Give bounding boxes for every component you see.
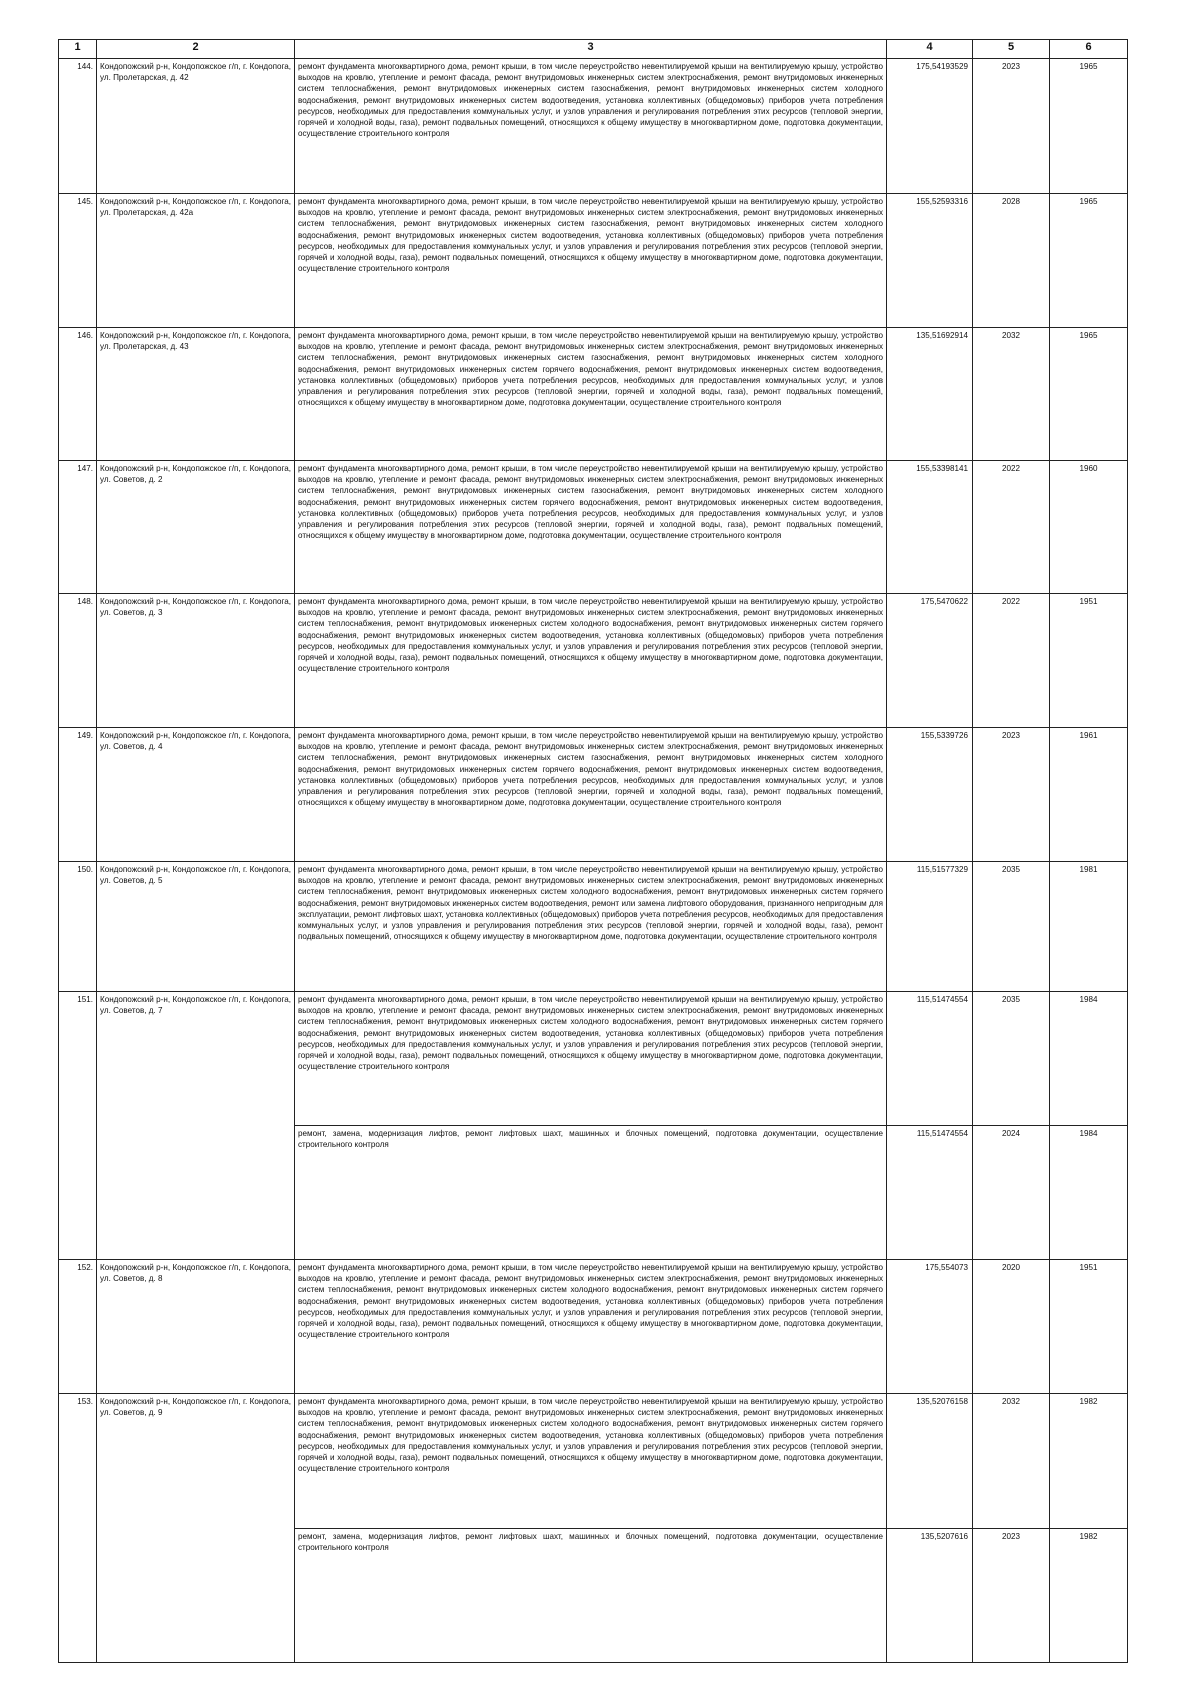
row-works: ремонт, замена, модернизация лифтов, ремонт лифтовых шахт, машинных и блочных помещений, подготовка документации, осуществление строительного контроля [295, 1126, 887, 1260]
row-address: Кондопожский р-н, Кондопожское г/п, г. Кондопога, ул. Пролетарская, д. 42а [97, 194, 295, 328]
row-value: 115,51474554 [887, 1126, 973, 1260]
row-number: 149. [59, 728, 97, 862]
row-works: ремонт фундамента многоквартирного дома, ремонт крыши, в том числе переустройство невентилируемой крыши на вентилируемую крышу, устройство выходов на кровлю, утепление и ремонт фасада, ремонт внутридомовых инженерных систем электроснабжения, ремонт внутридомовых инженерных систем теплоснабжения, ремонт внутридомовых инженерных систем газоснабжения, ремонт внутридомовых инженерных систем холодного водоснабжения, ремонт внутридомовых инженерных систем горячего водоснабжения, ремонт внутридомовых инженерных систем водоотведения, установка коллективных (общедомовых) приборов учета потребления ресурсов, необходимых для предоставления коммунальных услуг, и узлов управления и регулирования потребления этих ресурсов (тепловой энергии, горячей и холодной воды, газа), ремонт подвальных помещений, относящихся к общему имуществу в многоквартирном доме, подготовка документации, осуществление строительного контроля [295, 728, 887, 862]
row-value: 135,51692914 [887, 328, 973, 461]
row-number: 147. [59, 461, 97, 594]
row-address: Кондопожский р-н, Кондопожское г/п, г. Кондопога, ул. Советов, д. 9 [97, 1394, 295, 1663]
row-year: 2022 [973, 461, 1050, 594]
row-built-year: 1981 [1050, 862, 1128, 992]
row-address: Кондопожский р-н, Кондопожское г/п, г. Кондопога, ул. Советов, д. 5 [97, 862, 295, 992]
row-address: Кондопожский р-н, Кондопожское г/п, г. Кондопога, ул. Пролетарская, д. 43 [97, 328, 295, 461]
row-built-year: 1982 [1050, 1529, 1128, 1663]
row-value: 175,54193529 [887, 59, 973, 194]
row-built-year: 1965 [1050, 328, 1128, 461]
row-year: 2023 [973, 728, 1050, 862]
row-works: ремонт фундамента многоквартирного дома, ремонт крыши, в том числе переустройство невентилируемой крыши на вентилируемую крышу, устройство выходов на кровлю, утепление и ремонт фасада, ремонт внутридомовых инженерных систем электроснабжения, ремонт внутридомовых инженерных систем теплоснабжения, ремонт внутридомовых инженерных систем газоснабжения, ремонт внутридомовых инженерных систем холодного водоснабжения, ремонт внутридомовых инженерных систем горячего водоснабжения, ремонт внутридомовых инженерных систем водоотведения, установка коллективных (общедомовых) приборов учета потребления ресурсов, необходимых для предоставления коммунальных услуг, и узлов управления и регулирования потребления этих ресурсов (тепловой энергии, горячей и холодной воды, газа), ремонт подвальных помещений, относящихся к общему имуществу в многоквартирном доме, подготовка документации, осуществление строительного контроля [295, 461, 887, 594]
row-number: 145. [59, 194, 97, 328]
table-row [59, 328, 1128, 461]
table-row [59, 194, 1128, 328]
row-value: 135,5207616 [887, 1529, 973, 1663]
row-address: Кондопожский р-н, Кондопожское г/п, г. Кондопога, ул. Советов, д. 8 [97, 1260, 295, 1394]
row-year: 2028 [973, 194, 1050, 328]
row-number: 152. [59, 1260, 97, 1394]
row-number: 151. [59, 992, 97, 1260]
row-value: 155,5339726 [887, 728, 973, 862]
row-address: Кондопожский р-н, Кондопожское г/п, г. Кондопога, ул. Советов, д. 3 [97, 594, 295, 728]
row-value: 115,51577329 [887, 862, 973, 992]
row-built-year: 1965 [1050, 59, 1128, 194]
row-built-year: 1965 [1050, 194, 1128, 328]
row-number: 153. [59, 1394, 97, 1663]
row-works: ремонт фундамента многоквартирного дома, ремонт крыши, в том числе переустройство невентилируемой крыши на вентилируемую крышу, устройство выходов на кровлю, утепление и ремонт фасада, ремонт внутридомовых инженерных систем электроснабжения, ремонт внутридомовых инженерных систем теплоснабжения, ремонт внутридомовых инженерных систем газоснабжения, ремонт внутридомовых инженерных систем холодного водоснабжения, ремонт внутридомовых инженерных систем водоотведения, установка коллективных (общедомовых) приборов учета потребления ресурсов, необходимых для предоставления коммунальных услуг, и узлов управления и регулирования потребления этих ресурсов (тепловой энергии, горячей и холодной воды, газа), ремонт подвальных помещений, относящихся к общему имуществу в многоквартирном доме, подготовка документации, осуществление строительного контроля [295, 59, 887, 194]
table-row [59, 992, 1128, 1126]
row-built-year: 1951 [1050, 594, 1128, 728]
row-year: 2032 [973, 328, 1050, 461]
row-works: ремонт, замена, модернизация лифтов, ремонт лифтовых шахт, машинных и блочных помещений, подготовка документации, осуществление строительного контроля [295, 1529, 887, 1663]
row-works: ремонт фундамента многоквартирного дома, ремонт крыши, в том числе переустройство невентилируемой крыши на вентилируемую крышу, устройство выходов на кровлю, утепление и ремонт фасада, ремонт внутридомовых инженерных систем электроснабжения, ремонт внутридомовых инженерных систем теплоснабжения, ремонт внутридомовых инженерных систем холодного водоснабжения, ремонт внутридомовых инженерных систем горячего водоснабжения, ремонт внутридомовых инженерных систем водоотведения, установка коллективных (общедомовых) приборов учета потребления ресурсов, необходимых для предоставления коммунальных услуг, и узлов управления и регулирования потребления этих ресурсов (тепловой энергии, горячей и холодной воды, газа), ремонт подвальных помещений, относящихся к общему имуществу в многоквартирном доме, подготовка документации, осуществление строительного контроля [295, 1394, 887, 1529]
row-number: 150. [59, 862, 97, 992]
row-number: 144. [59, 59, 97, 194]
row-built-year: 1984 [1050, 992, 1128, 1126]
program-table [58, 39, 1128, 1663]
table-row [59, 461, 1128, 594]
header-col-4: 4 [887, 40, 973, 59]
row-works: ремонт фундамента многоквартирного дома, ремонт крыши, в том числе переустройство невентилируемой крыши на вентилируемую крышу, устройство выходов на кровлю, утепление и ремонт фасада, ремонт внутридомовых инженерных систем электроснабжения, ремонт внутридомовых инженерных систем теплоснабжения, ремонт внутридомовых инженерных систем газоснабжения, ремонт внутридомовых инженерных систем холодного водоснабжения, ремонт внутридомовых инженерных систем водоотведения, установка коллективных (общедомовых) приборов учета потребления ресурсов, необходимых для предоставления коммунальных услуг, и узлов управления и регулирования потребления этих ресурсов (тепловой энергии, горячей и холодной воды, газа), ремонт подвальных помещений, относящихся к общему имуществу в многоквартирном доме, подготовка документации, осуществление строительного контроля [295, 194, 887, 328]
row-address: Кондопожский р-н, Кондопожское г/п, г. Кондопога, ул. Пролетарская, д. 42 [97, 59, 295, 194]
table-row [59, 1260, 1128, 1394]
row-works: ремонт фундамента многоквартирного дома, ремонт крыши, в том числе переустройство невентилируемой крыши на вентилируемую крышу, устройство выходов на кровлю, утепление и ремонт фасада, ремонт внутридомовых инженерных систем электроснабжения, ремонт внутридомовых инженерных систем теплоснабжения, ремонт внутридомовых инженерных систем холодного водоснабжения, ремонт внутридомовых инженерных систем горячего водоснабжения, ремонт внутридомовых инженерных систем водоотведения, установка коллективных (общедомовых) приборов учета потребления ресурсов, необходимых для предоставления коммунальных услуг, и узлов управления и регулирования потребления этих ресурсов (тепловой энергии, горячей и холодной воды, газа), ремонт подвальных помещений, относящихся к общему имуществу в многоквартирном доме, подготовка документации, осуществление строительного контроля [295, 594, 887, 728]
row-address: Кондопожский р-н, Кондопожское г/п, г. Кондопога, ул. Советов, д. 4 [97, 728, 295, 862]
header-col-2: 2 [97, 40, 295, 59]
row-built-year: 1960 [1050, 461, 1128, 594]
row-year: 2020 [973, 1260, 1050, 1394]
row-value: 115,51474554 [887, 992, 973, 1126]
row-number: 146. [59, 328, 97, 461]
row-address: Кондопожский р-н, Кондопожское г/п, г. Кондопога, ул. Советов, д. 2 [97, 461, 295, 594]
row-works: ремонт фундамента многоквартирного дома, ремонт крыши, в том числе переустройство невентилируемой крыши на вентилируемую крышу, устройство выходов на кровлю, утепление и ремонт фасада, ремонт внутридомовых инженерных систем электроснабжения, ремонт внутридомовых инженерных систем теплоснабжения, ремонт внутридомовых инженерных систем холодного водоснабжения, ремонт внутридомовых инженерных систем горячего водоснабжения, ремонт внутридомовых инженерных систем водоотведения, установка коллективных (общедомовых) приборов учета потребления ресурсов, необходимых для предоставления коммунальных услуг, и узлов управления и регулирования потребления этих ресурсов (тепловой энергии, горячей и холодной воды, газа), ремонт подвальных помещений, относящихся к общему имуществу в многоквартирном доме, подготовка документации, осуществление строительного контроля [295, 992, 887, 1126]
row-value: 155,52593316 [887, 194, 973, 328]
header-row [59, 40, 1128, 59]
row-built-year: 1982 [1050, 1394, 1128, 1529]
row-year: 2032 [973, 1394, 1050, 1529]
row-year: 2023 [973, 59, 1050, 194]
table-row [59, 59, 1128, 194]
row-value: 135,52076158 [887, 1394, 973, 1529]
table-row [59, 728, 1128, 862]
header-col-5: 5 [973, 40, 1050, 59]
row-works: ремонт фундамента многоквартирного дома, ремонт крыши, в том числе переустройство невентилируемой крыши на вентилируемую крышу, устройство выходов на кровлю, утепление и ремонт фасада, ремонт внутридомовых инженерных систем электроснабжения, ремонт внутридомовых инженерных систем теплоснабжения, ремонт внутридомовых инженерных систем холодного водоснабжения, ремонт внутридомовых инженерных систем горячего водоснабжения, ремонт внутридомовых инженерных систем водоотведения, ремонт или замена лифтового оборудования, признанного непригодным для эксплуатации, ремонт лифтовых шахт, установка коллективных (общедомовых) приборов учета потребления ресурсов, необходимых для предоставления коммунальных услуг, и узлов управления и регулирования потребления этих ресурсов (тепловой энергии, горячей и холодной воды, газа), ремонт подвальных помещений, относящихся к общему имуществу в многоквартирном доме, подготовка документации, осуществление строительного контроля [295, 862, 887, 992]
header-col-1: 1 [59, 40, 97, 59]
row-year: 2024 [973, 1126, 1050, 1260]
row-value: 175,5470622 [887, 594, 973, 728]
row-works: ремонт фундамента многоквартирного дома, ремонт крыши, в том числе переустройство невентилируемой крыши на вентилируемую крышу, устройство выходов на кровлю, утепление и ремонт фасада, ремонт внутридомовых инженерных систем электроснабжения, ремонт внутридомовых инженерных систем теплоснабжения, ремонт внутридомовых инженерных систем холодного водоснабжения, ремонт внутридомовых инженерных систем горячего водоснабжения, ремонт внутридомовых инженерных систем водоотведения, установка коллективных (общедомовых) приборов учета потребления ресурсов, необходимых для предоставления коммунальных услуг, и узлов управления и регулирования потребления этих ресурсов (тепловой энергии, горячей и холодной воды, газа), ремонт подвальных помещений, относящихся к общему имуществу в многоквартирном доме, подготовка документации, осуществление строительного контроля [295, 1260, 887, 1394]
table-row [59, 594, 1128, 728]
row-year: 2035 [973, 862, 1050, 992]
row-address: Кондопожский р-н, Кондопожское г/п, г. Кондопога, ул. Советов, д. 7 [97, 992, 295, 1260]
row-year: 2035 [973, 992, 1050, 1126]
row-year: 2022 [973, 594, 1050, 728]
row-built-year: 1951 [1050, 1260, 1128, 1394]
row-works: ремонт фундамента многоквартирного дома, ремонт крыши, в том числе переустройство невентилируемой крыши на вентилируемую крышу, устройство выходов на кровлю, утепление и ремонт фасада, ремонт внутридомовых инженерных систем электроснабжения, ремонт внутридомовых инженерных систем теплоснабжения, ремонт внутридомовых инженерных систем газоснабжения, ремонт внутридомовых инженерных систем холодного водоснабжения, ремонт внутридомовых инженерных систем горячего водоснабжения, ремонт внутридомовых инженерных систем водоотведения, установка коллективных (общедомовых) приборов учета потребления ресурсов, необходимых для предоставления коммунальных услуг, и узлов управления и регулирования потребления этих ресурсов (тепловой энергии, горячей и холодной воды, газа), ремонт подвальных помещений, относящихся к общему имуществу в многоквартирном доме, подготовка документации, осуществление строительного контроля [295, 328, 887, 461]
row-number: 148. [59, 594, 97, 728]
row-built-year: 1961 [1050, 728, 1128, 862]
row-built-year: 1984 [1050, 1126, 1128, 1260]
table-row [59, 862, 1128, 992]
row-value: 155,53398141 [887, 461, 973, 594]
table-row [59, 1394, 1128, 1529]
header-col-6: 6 [1050, 40, 1128, 59]
header-col-3: 3 [295, 40, 887, 59]
row-year: 2023 [973, 1529, 1050, 1663]
row-value: 175,554073 [887, 1260, 973, 1394]
